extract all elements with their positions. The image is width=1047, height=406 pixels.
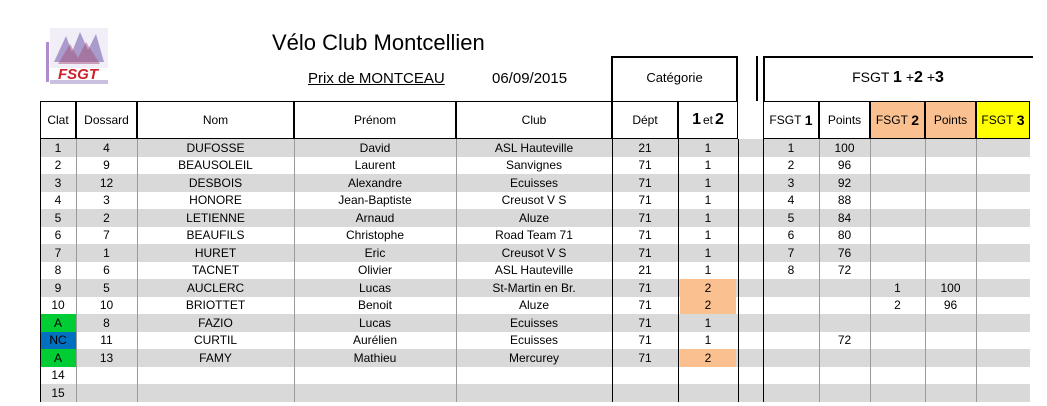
cell-club: ASL Hauteville [494,140,574,155]
cell-dossard [76,367,137,385]
cell-nom: BEAUFILS [186,228,245,243]
cell-dept: 71 [638,298,652,313]
table-row [40,384,1030,402]
cell-fsgt1: 6 [787,228,795,243]
cell-points2 [925,332,976,350]
col-fsgt1 [763,101,819,139]
cell-dossard: 13 [99,350,114,365]
cell-fsgt3 [976,262,1030,280]
cell-dossard: 8 [103,315,110,330]
cell-points1 [819,297,870,315]
column-border [678,139,679,402]
cell-fsgt1: 8 [787,263,795,278]
cell-clat: 2 [54,158,62,173]
cell-club: Sanvignes [505,158,563,173]
cell-nom: BRIOTTET [185,298,246,313]
cell-categorie: 1 [704,228,712,243]
cell-fsgt1 [763,314,819,332]
cell-points1: 76 [837,245,852,260]
cell-points2 [925,244,976,262]
column-separator [137,139,138,402]
column-separator [819,139,820,402]
cell-points1: 72 [837,333,852,348]
cell-points1 [819,279,870,297]
fsgt-label [763,69,1033,87]
cell-club: Ecuisses [509,315,559,330]
fsgt-label-1: 1 [893,69,902,86]
col-dept: Dépt [612,101,678,139]
cell-club: Road Team 71 [495,228,573,243]
cell-prenom: Laurent [354,158,396,173]
cell-club: Aluze [518,298,550,313]
cell-fsgt3 [976,349,1030,367]
cell-points2 [925,209,976,227]
cell-dossard: 7 [103,228,110,243]
cell-clat: 4 [54,193,62,208]
cell-fsgt2: 2 [894,298,901,313]
cell-dept: 71 [638,175,652,190]
cell-points1: 84 [837,210,852,225]
cell-fsgt3 [976,139,1030,157]
cell-fsgt2 [870,174,925,192]
cell-fsgt2 [870,332,925,350]
cell-dossard: 6 [103,263,110,278]
cell-prenom [294,384,456,402]
cell-fsgt3 [976,209,1030,227]
cell-clat: 10 [51,298,65,313]
cell-dept: 71 [638,315,652,330]
cell-fsgt2 [870,262,925,280]
club-title: Vélo Club Montcellien [272,30,485,55]
cell-points2 [925,157,976,175]
cell-club [456,367,612,385]
cell-prenom: David [359,140,391,155]
cell-fsgt2 [870,227,925,245]
cell-fsgt3 [976,314,1030,332]
cell-nom: HURET [194,245,237,260]
cell-nom: BEAUSOLEIL [178,158,253,173]
cell-categorie: 1 [704,333,712,348]
race-date: 06/09/2015 [492,70,568,87]
cell-club: Mercurey [508,350,559,365]
cell-categorie: 1 [704,140,712,155]
cell-dossard: 5 [103,280,110,295]
cell-prenom: Christophe [345,228,405,243]
cell-categorie: 1 [704,175,712,190]
cell-categorie: 1 [704,193,712,208]
cell-dossard: 12 [99,175,114,190]
cell-points1: 88 [837,193,852,208]
cell-points2: 96 [943,298,958,313]
cell-club [456,384,612,402]
col-dossard: Dossard [76,101,137,139]
cell-dossard: 10 [99,298,114,313]
cell-points1: 96 [837,158,852,173]
cell-prenom: Olivier [357,263,392,278]
col-fsgt2-num: 2 [911,112,920,128]
race-name: Prix de MONTCEAU [308,70,445,87]
col-points2: Points [925,101,976,139]
fsgt-label-3: 3 [935,69,944,86]
cell-fsgt3 [976,367,1030,385]
cell-points2 [925,384,976,402]
cell-dept: 21 [638,263,652,278]
cell-dept: 71 [638,193,652,208]
cell-categorie: 1 [704,158,712,173]
cell-prenom: Benoit [357,298,393,313]
cell-prenom: Jean-Baptiste [338,193,412,208]
table-row [40,227,1030,245]
category-label: Catégorie [646,70,703,85]
cell-categorie: 2 [680,349,736,367]
cell-prenom [294,367,456,385]
cell-categorie: 1 [704,245,712,260]
col-fsgt3 [976,101,1030,139]
cell-club: Ecuisses [509,175,559,190]
cell-dept: 71 [638,158,652,173]
cell-nom: FAMY [199,350,232,365]
cell-dept: 71 [638,280,652,295]
cell-points2: 100 [940,280,961,295]
col-fsgt1-prefix: FSGT [769,113,802,127]
cell-fsgt3 [976,244,1030,262]
column-border [738,139,739,402]
table-row [40,139,1030,157]
cell-clat: 3 [54,175,62,190]
col-fsgt2 [870,101,925,139]
cell-dept [612,367,678,385]
cell-fsgt1 [763,349,819,367]
cell-clat: A [40,314,76,332]
cell-points1 [819,349,870,367]
cell-prenom: Eric [364,245,386,260]
cell-fsgt1: 5 [787,210,795,225]
cell-fsgt1 [763,332,819,350]
cell-dossard: 4 [103,140,110,155]
cell-categorie: 1 [704,210,712,225]
cell-nom: FAZIO [198,315,233,330]
cell-points2 [925,174,976,192]
cell-categorie [678,367,738,385]
cell-dossard: 1 [103,245,110,260]
fsgt-plus-2: + [926,69,936,85]
cell-fsgt2 [870,209,925,227]
table-row [40,332,1030,350]
cell-prenom: Aurélien [352,333,398,348]
column-separator [925,139,926,402]
cell-nom: AUCLERC [186,280,245,295]
cell-fsgt2 [870,384,925,402]
cell-nom: HONORE [189,193,242,208]
column-separator [976,139,977,402]
column-separator [76,139,77,402]
col-fsgt3-num: 3 [1016,112,1025,128]
table-row [40,244,1030,262]
cell-fsgt1 [763,297,819,315]
cell-clat: 5 [54,210,62,225]
table-row [40,367,1030,385]
col-fsgt3-prefix: FSGT [981,113,1014,127]
cell-nom [137,367,294,385]
column-border [763,139,764,402]
table-row [40,349,1030,367]
cell-dossard: 9 [103,158,110,173]
table-row [40,262,1030,280]
cell-fsgt3 [976,384,1030,402]
cell-points1: 92 [837,175,852,190]
cell-categorie: 1 [704,315,712,330]
cell-dept [612,384,678,402]
col-cat-2: 2 [715,111,724,128]
table-row [40,314,1030,332]
cell-dept: 71 [638,245,652,260]
table-row [40,279,1030,297]
cell-dossard: 3 [103,193,110,208]
cell-fsgt3 [976,174,1030,192]
cell-dept: 71 [638,333,652,348]
cell-points1: 100 [834,140,855,155]
fsgt-plus-1: + [905,69,915,85]
column-separator [870,139,871,402]
cell-points2 [925,262,976,280]
cell-fsgt2 [870,192,925,210]
cell-fsgt3 [976,279,1030,297]
cell-clat: 6 [54,228,62,243]
fsgt-box-divider [756,56,758,101]
column-separator [294,139,295,402]
cell-clat: 7 [54,245,62,260]
cell-fsgt3 [976,297,1030,315]
cell-fsgt1: 2 [787,158,795,173]
col-points1: Points [819,101,870,139]
cell-fsgt2: 1 [894,280,901,295]
cell-fsgt1 [763,279,819,297]
cell-dossard [76,384,137,402]
cell-club: St-Martin en Br. [492,280,576,295]
cell-fsgt2 [870,139,925,157]
column-border [612,139,613,402]
table-row [40,192,1030,210]
cell-categorie: 1 [704,263,712,278]
cell-points1: 80 [837,228,852,243]
col-cat-1: 1 [692,111,701,128]
cell-dept: 21 [638,140,652,155]
cell-prenom: Mathieu [353,350,397,365]
col-fsgt1-num: 1 [804,112,813,128]
cell-points2 [925,367,976,385]
cell-points2 [925,349,976,367]
cell-categorie [678,384,738,402]
cell-fsgt3 [976,157,1030,175]
cell-nom: DUFOSSE [186,140,245,155]
cell-nom: DESBOIS [188,175,243,190]
cell-dossard: 2 [103,210,110,225]
cell-fsgt1: 1 [787,140,795,155]
col-nom: Nom [137,101,294,139]
cell-fsgt2 [870,244,925,262]
cell-fsgt2 [870,314,925,332]
logo-text: FSGT [58,66,98,83]
cell-points2 [925,192,976,210]
column-separator [456,139,457,402]
cell-clat: NC [40,332,76,350]
cell-clat: 8 [54,263,62,278]
cell-prenom: Alexandre [347,175,403,190]
cell-points2 [925,139,976,157]
cell-points2 [925,314,976,332]
cell-fsgt3 [976,332,1030,350]
cell-fsgt1 [763,367,819,385]
cell-club: ASL Hauteville [494,263,574,278]
col-fsgt2-prefix: FSGT [875,113,908,127]
table-row [40,174,1030,192]
cell-clat: 1 [54,140,62,155]
cell-categorie: 2 [680,297,736,315]
cell-club: Creusot V S [501,245,567,260]
col-prenom: Prénom [294,101,456,139]
cell-prenom: Lucas [358,280,392,295]
cell-fsgt1: 7 [787,245,795,260]
cell-fsgt3 [976,192,1030,210]
cell-clat: A [40,349,76,367]
cell-fsgt1 [763,384,819,402]
cell-dept: 71 [638,350,652,365]
cell-points1 [819,367,870,385]
cell-nom: LETIENNE [186,210,245,225]
cell-clat: 15 [51,385,65,400]
fsgt-label-text: FSGT [852,69,890,85]
cell-nom: CURTIL [193,333,238,348]
cell-clat: 14 [51,368,65,383]
cell-club: Ecuisses [509,333,559,348]
cell-club: Aluze [518,210,550,225]
cell-fsgt2 [870,349,925,367]
col-clat: Clat [40,101,76,139]
cell-points1 [819,314,870,332]
col-club: Club [456,101,612,139]
cell-prenom: Arnaud [355,210,395,225]
cell-nom: TACNET [191,263,240,278]
column-border [40,139,41,402]
cell-dept: 71 [638,228,652,243]
table-row [40,209,1030,227]
cell-clat: 9 [54,280,62,295]
table-row [40,297,1030,315]
cell-points1: 72 [837,263,852,278]
cell-dossard: 11 [100,333,113,348]
cell-fsgt2 [870,367,925,385]
cell-fsgt2 [870,157,925,175]
col-categorie [678,101,738,139]
fsgt-label-2: 2 [914,69,923,86]
cell-fsgt1: 3 [787,175,795,190]
cell-fsgt1: 4 [787,193,795,208]
cell-club: Creusot V S [501,193,567,208]
col-cat-et: et [702,113,713,127]
cell-categorie: 2 [680,279,736,297]
cell-points2 [925,227,976,245]
fsgt-logo [44,22,116,94]
table-row [40,157,1030,175]
cell-prenom: Lucas [358,315,392,330]
cell-nom [137,384,294,402]
cell-points1 [819,384,870,402]
cell-fsgt3 [976,227,1030,245]
cell-dept: 71 [638,210,652,225]
